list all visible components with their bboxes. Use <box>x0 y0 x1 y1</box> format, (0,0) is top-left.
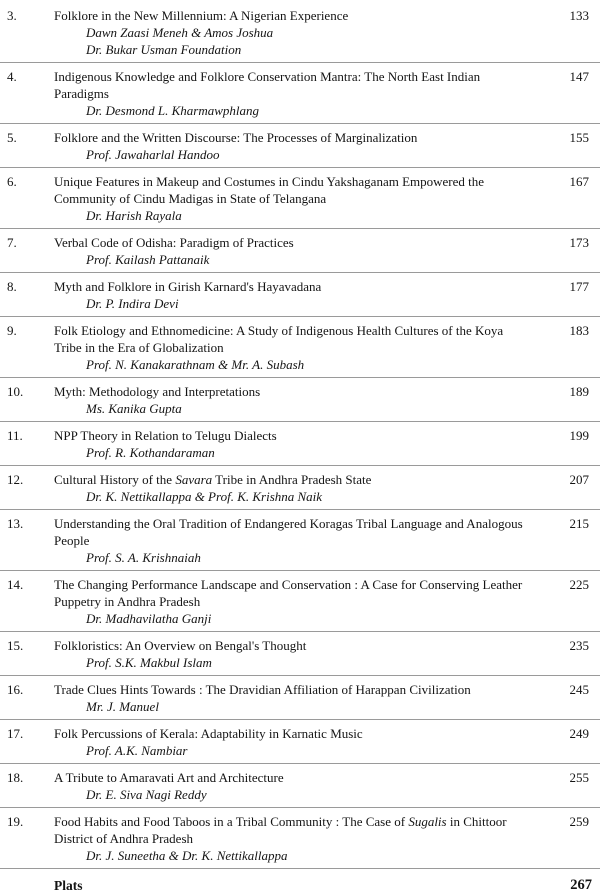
toc-entry <box>0 273 600 317</box>
toc-entry <box>0 378 600 422</box>
entry-title-italic: Sugalis <box>408 814 447 829</box>
entry-number: 13. <box>7 516 24 531</box>
entry-page-number: 173 <box>569 235 589 250</box>
entry-number: 15. <box>7 638 24 653</box>
entry-number: 19. <box>7 814 24 829</box>
entry-author: Prof. Kailash Pattanaik <box>86 252 210 267</box>
entry-number: 8. <box>7 279 17 294</box>
entry-author: Prof. Jawaharlal Handoo <box>86 147 220 162</box>
entry-title: Folk Percussions of Kerala: Adaptability in Karnatic Music <box>54 726 363 741</box>
entry-page-number: 155 <box>569 130 589 145</box>
entry-number: 18. <box>7 770 24 785</box>
entry-author: Prof. S.K. Makbul Islam <box>86 655 212 670</box>
entry-author: Dawn Zaasi Meneh & Amos Joshua <box>86 25 274 40</box>
toc-entry <box>0 466 600 510</box>
entry-title: The Changing Performance Landscape and Conservation : A Case for Conserving Leather Puppetry in Andhra Pradesh <box>54 577 523 609</box>
toc-entry <box>0 764 600 808</box>
toc-entry <box>0 63 600 124</box>
entry-title: NPP Theory in Relation to Telugu Dialects <box>54 428 277 443</box>
entry-title: Folklore in the New Millennium: A Nigerian Experience <box>54 8 349 23</box>
entry-author: Dr. J. Suneetha & Dr. K. Nettikallappa <box>86 848 288 863</box>
entry-author: Prof. A.K. Nambiar <box>86 743 188 758</box>
entry-number: 4. <box>7 69 17 84</box>
entry-author: Ms. Kanika Gupta <box>86 401 182 416</box>
entry-number: 14. <box>7 577 24 592</box>
entry-title: Understanding the Oral Tradition of Endangered Koragas Tribal Language and Analogous People <box>54 516 523 548</box>
toc-entry <box>0 510 600 571</box>
entry-title-italic: Savara <box>175 472 213 487</box>
entry-title <box>54 813 524 847</box>
entry-number: 9. <box>7 323 17 338</box>
entry-page-number: 167 <box>569 174 589 189</box>
plats-page-number: 267 <box>570 877 592 893</box>
entry-page-number: 255 <box>569 770 589 785</box>
entry-title: Unique Features in Makeup and Costumes in Cindu Yakshaganam Empowered the Community of Cindu Madigas in State of Telangana <box>54 174 485 206</box>
toc-entry <box>0 2 600 63</box>
entry-author: Dr. P. Indira Devi <box>86 296 179 311</box>
entry-number: 3. <box>7 8 17 23</box>
entry-page-number: 207 <box>569 472 589 487</box>
entry-author: Dr. Madhavilatha Ganji <box>86 611 212 626</box>
entry-page-number: 215 <box>569 516 589 531</box>
entry-page-number: 147 <box>569 69 589 84</box>
toc-entry <box>0 168 600 229</box>
entry-title: Myth and Folklore in Girish Karnard's Hayavadana <box>54 279 322 294</box>
entry-title: Folk Etiology and Ethnomedicine: A Study of Indigenous Health Cultures of the Koya Tribe in the Era of Globalization <box>54 323 504 355</box>
entry-number: 6. <box>7 174 17 189</box>
entry-author: Prof. S. A. Krishnaiah <box>86 550 201 565</box>
entry-title-part: Cultural History of the <box>54 472 176 487</box>
entry-title: Verbal Code of Odisha: Paradigm of Practices <box>54 235 294 250</box>
toc-entry <box>0 720 600 764</box>
entry-author: Dr. Bukar Usman Foundation <box>86 42 242 57</box>
entry-author: Dr. Desmond L. Kharmawphlang <box>86 103 259 118</box>
entry-author: Mr. J. Manuel <box>86 699 159 714</box>
entry-number: 5. <box>7 130 17 145</box>
entry-author: Dr. K. Nettikallappa & Prof. K. Krishna Naik <box>86 489 323 504</box>
entry-title <box>54 471 524 488</box>
plats-entry <box>0 869 600 894</box>
entry-page-number: 249 <box>569 726 589 741</box>
entry-page-number: 199 <box>569 428 589 443</box>
entry-author: Dr. E. Siva Nagi Reddy <box>86 787 207 802</box>
entry-number: 17. <box>7 726 24 741</box>
entry-title-part: in Chittoor District of Andhra Pradesh <box>54 814 507 846</box>
toc-entry <box>0 317 600 378</box>
toc-entry <box>0 676 600 720</box>
entry-title: Folklore and the Written Discourse: The Processes of Marginalization <box>54 130 418 145</box>
entry-page-number: 189 <box>569 384 589 399</box>
entry-page-number: 245 <box>569 682 589 697</box>
entry-number: 10. <box>7 384 24 399</box>
entry-number: 12. <box>7 472 24 487</box>
entry-number: 16. <box>7 682 24 697</box>
entry-title: Myth: Methodology and Interpretations <box>54 384 261 399</box>
entry-title: A Tribute to Amaravati Art and Architecture <box>54 770 284 785</box>
entry-author: Dr. Harish Rayala <box>86 208 182 223</box>
entry-number: 11. <box>7 428 23 443</box>
plats-label: Plats <box>54 878 83 893</box>
entry-page-number: 235 <box>569 638 589 653</box>
table-of-contents <box>0 2 600 894</box>
entry-title: Indigenous Knowledge and Folklore Conservation Mantra: The North East Indian Paradigms <box>54 69 481 101</box>
entry-page-number: 225 <box>569 577 589 592</box>
entry-author: Prof. R. Kothandaraman <box>86 445 215 460</box>
toc-entry <box>0 229 600 273</box>
toc-entry <box>0 808 600 869</box>
entry-title: Trade Clues Hints Towards : The Dravidian Affiliation of Harappan Civilization <box>54 682 471 697</box>
entry-page-number: 177 <box>569 279 589 294</box>
entry-number: 7. <box>7 235 17 250</box>
entry-page-number: 259 <box>569 814 589 829</box>
entry-page-number: 183 <box>569 323 589 338</box>
toc-entry <box>0 422 600 466</box>
entry-title-part: Food Habits and Food Taboos in a Tribal Community : The Case of <box>54 814 409 829</box>
toc-entry <box>0 571 600 632</box>
entry-title: Folkloristics: An Overview on Bengal's Thought <box>54 638 307 653</box>
entry-author: Prof. N. Kanakarathnam & Mr. A. Subash <box>86 357 305 372</box>
toc-entry <box>0 632 600 676</box>
entry-title-part: Tribe in Andhra Pradesh State <box>212 472 372 487</box>
toc-entry <box>0 124 600 168</box>
entry-page-number: 133 <box>569 8 589 23</box>
